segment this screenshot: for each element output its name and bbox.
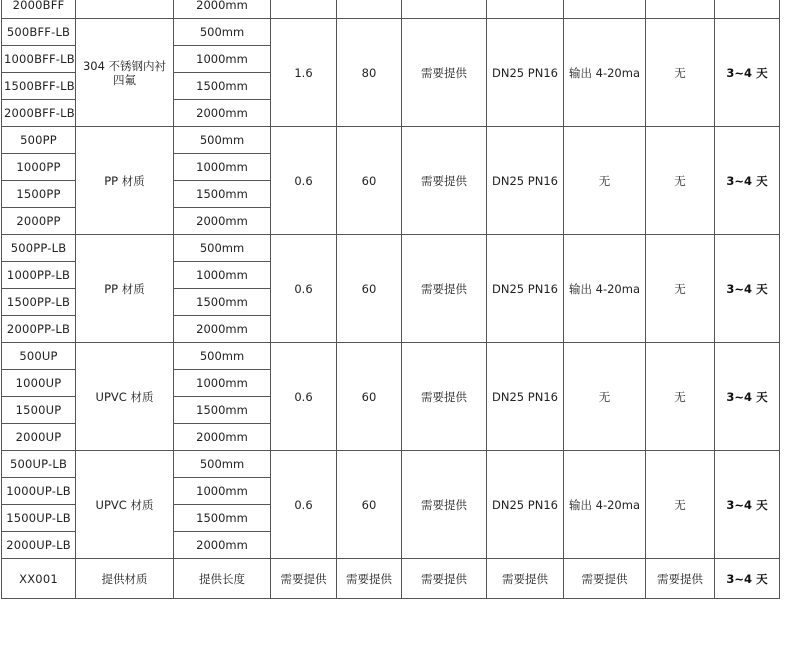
temperature-cell: 60 (337, 127, 402, 235)
model-cell: 1500UP-LB (2, 505, 76, 532)
table-row (2, 19, 780, 46)
pressure-cell: 0.6 (271, 451, 337, 559)
supply-cell: 需要提供 (402, 559, 487, 599)
model-cell: 1500UP (2, 397, 76, 424)
pressure-cell (271, 0, 337, 19)
extra-cell: 无 (646, 451, 715, 559)
model-cell: 2000UP-LB (2, 532, 76, 559)
model-cell: 2000BFF (2, 0, 76, 19)
supply-cell (402, 0, 487, 19)
length-cell: 1500mm (174, 397, 271, 424)
model-cell: 1000PP-LB (2, 262, 76, 289)
extra-cell: 无 (646, 235, 715, 343)
extra-cell: 无 (646, 19, 715, 127)
supply-cell: 需要提供 (402, 451, 487, 559)
output-cell: 需要提供 (564, 559, 646, 599)
temperature-cell: 需要提供 (337, 559, 402, 599)
length-cell: 1500mm (174, 73, 271, 100)
output-cell: 输出 4-20ma (564, 451, 646, 559)
model-cell: XX001 (2, 559, 76, 599)
length-cell: 2000mm (174, 424, 271, 451)
model-cell: 500UP (2, 343, 76, 370)
model-cell: 1000UP-LB (2, 478, 76, 505)
temperature-cell (337, 0, 402, 19)
output-cell: 无 (564, 343, 646, 451)
pressure-cell: 0.6 (271, 343, 337, 451)
material-cell: 304 不锈钢内衬四氟 (76, 19, 174, 127)
length-cell: 1000mm (174, 46, 271, 73)
length-cell: 2000mm (174, 100, 271, 127)
table-row (2, 235, 780, 262)
length-cell: 500mm (174, 235, 271, 262)
material-cell: 提供材质 (76, 559, 174, 599)
table-row (2, 559, 780, 599)
pressure-cell: 1.6 (271, 19, 337, 127)
flange-cell: 需要提供 (487, 559, 564, 599)
flange-cell: DN25 PN16 (487, 343, 564, 451)
pressure-cell: 0.6 (271, 235, 337, 343)
model-cell: 500UP-LB (2, 451, 76, 478)
extra-cell: 无 (646, 127, 715, 235)
length-cell: 1000mm (174, 478, 271, 505)
flange-cell: DN25 PN16 (487, 235, 564, 343)
temperature-cell: 60 (337, 235, 402, 343)
lead-time-cell: 3~4 天 (715, 127, 780, 235)
model-cell: 500PP-LB (2, 235, 76, 262)
pressure-cell: 需要提供 (271, 559, 337, 599)
table-row (2, 343, 780, 370)
length-cell: 500mm (174, 451, 271, 478)
model-cell: 1000UP (2, 370, 76, 397)
model-cell: 1500PP (2, 181, 76, 208)
supply-cell: 需要提供 (402, 343, 487, 451)
length-cell: 500mm (174, 127, 271, 154)
lead-time-cell: 3~4 天 (715, 19, 780, 127)
lead-time-cell (715, 0, 780, 19)
flange-cell: DN25 PN16 (487, 127, 564, 235)
output-cell: 输出 4-20ma (564, 235, 646, 343)
output-cell: 无 (564, 127, 646, 235)
material-cell: PP 材质 (76, 235, 174, 343)
model-cell: 1500BFF-LB (2, 73, 76, 100)
length-cell: 2000mm (174, 532, 271, 559)
length-cell: 1000mm (174, 370, 271, 397)
temperature-cell: 80 (337, 19, 402, 127)
temperature-cell: 60 (337, 451, 402, 559)
table-body (2, 0, 780, 599)
table-row (2, 0, 780, 19)
length-cell: 1500mm (174, 181, 271, 208)
table-row (2, 451, 780, 478)
length-cell: 2000mm (174, 316, 271, 343)
model-cell: 500BFF-LB (2, 19, 76, 46)
lead-time-cell: 3~4 天 (715, 235, 780, 343)
flange-cell: DN25 PN16 (487, 451, 564, 559)
length-cell: 500mm (174, 343, 271, 370)
length-cell: 1000mm (174, 262, 271, 289)
model-cell: 2000BFF-LB (2, 100, 76, 127)
product-spec-table (1, 0, 780, 599)
supply-cell: 需要提供 (402, 235, 487, 343)
lead-time-cell: 3~4 天 (715, 343, 780, 451)
material-cell: UPVC 材质 (76, 451, 174, 559)
model-cell: 1000PP (2, 154, 76, 181)
material-cell: PP 材质 (76, 127, 174, 235)
extra-cell: 无 (646, 343, 715, 451)
model-cell: 500PP (2, 127, 76, 154)
lead-time-cell: 3~4 天 (715, 451, 780, 559)
length-cell: 500mm (174, 19, 271, 46)
table-row (2, 127, 780, 154)
material-cell: UPVC 材质 (76, 343, 174, 451)
length-cell: 2000mm (174, 0, 271, 19)
length-cell: 1500mm (174, 289, 271, 316)
extra-cell: 需要提供 (646, 559, 715, 599)
pressure-cell: 0.6 (271, 127, 337, 235)
length-cell: 提供长度 (174, 559, 271, 599)
model-cell: 2000PP (2, 208, 76, 235)
lead-time-cell: 3~4 天 (715, 559, 780, 599)
flange-cell: DN25 PN16 (487, 19, 564, 127)
model-cell: 2000UP (2, 424, 76, 451)
model-cell: 1500PP-LB (2, 289, 76, 316)
supply-cell: 需要提供 (402, 127, 487, 235)
output-cell (564, 0, 646, 19)
temperature-cell: 60 (337, 343, 402, 451)
flange-cell (487, 0, 564, 19)
output-cell: 输出 4-20ma (564, 19, 646, 127)
length-cell: 2000mm (174, 208, 271, 235)
extra-cell (646, 0, 715, 19)
supply-cell: 需要提供 (402, 19, 487, 127)
length-cell: 1000mm (174, 154, 271, 181)
model-cell: 2000PP-LB (2, 316, 76, 343)
material-cell (76, 0, 174, 19)
model-cell: 1000BFF-LB (2, 46, 76, 73)
length-cell: 1500mm (174, 505, 271, 532)
